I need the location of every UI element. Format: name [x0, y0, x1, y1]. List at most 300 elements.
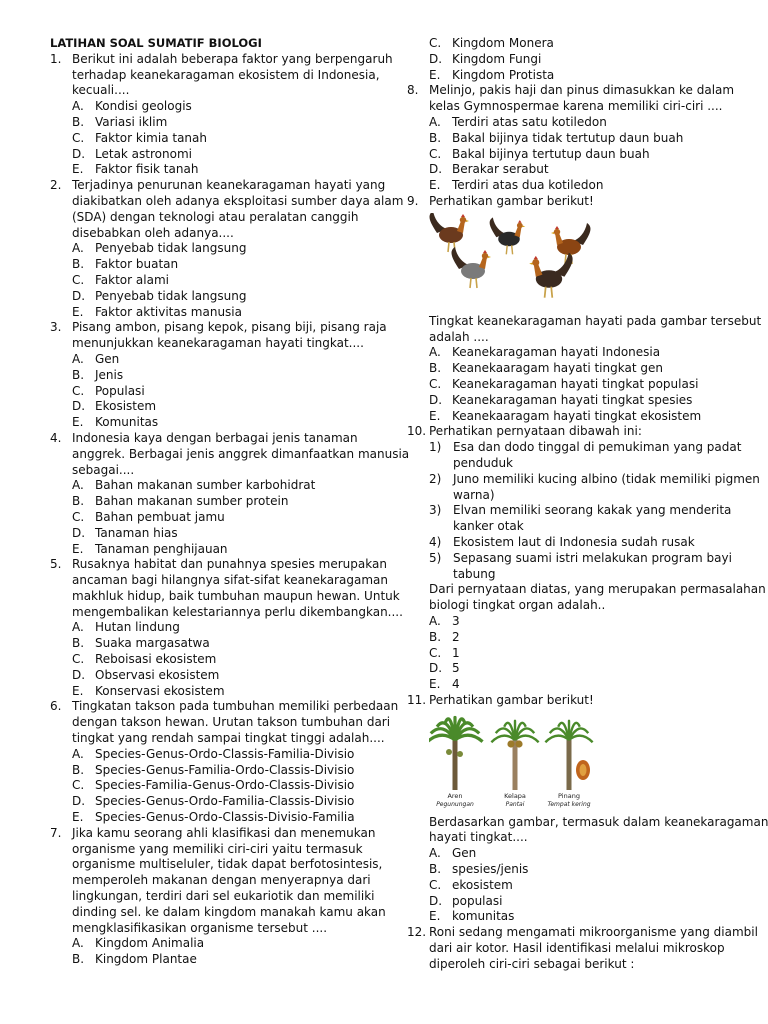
option-text: Jenis: [95, 367, 124, 382]
answer-option: [407, 345, 747, 361]
answer-option: [407, 377, 747, 393]
question-text: Perhatikan gambar berikut!: [429, 193, 594, 208]
option-text: Penyebab tidak langsung: [95, 241, 247, 256]
option-letter: A.: [429, 345, 441, 360]
question-text-line: [50, 193, 404, 210]
question-number: 1.: [50, 51, 62, 66]
option-letter: E.: [72, 683, 84, 698]
palm-trees-image: [429, 712, 601, 808]
question-text-line: [50, 905, 390, 921]
chicken-figure: [429, 213, 747, 310]
answer-option: [50, 162, 390, 178]
question-text-line: [50, 320, 390, 336]
option-letter: D.: [429, 392, 443, 407]
statement-text: warna): [453, 487, 495, 502]
question-text: mengklasifikasikan organisme tersebut ....: [72, 920, 328, 935]
option-letter: D.: [72, 525, 86, 540]
question-text-line: [407, 424, 747, 440]
option-text: Kondisi geologis: [95, 99, 192, 114]
question-12: [407, 925, 758, 972]
question-text: organisme multiseluler, tidak dapat berfotosintesis,: [72, 857, 383, 872]
option-letter: A.: [72, 620, 84, 635]
option-text: Keanekaragaman hayati tingkat populasi: [452, 376, 699, 391]
option-text: Keanekaragaman hayati Indonesia: [452, 345, 661, 360]
question-number: 8.: [407, 83, 419, 98]
option-text: Species-Genus-Ordo-Classis-Familia-Divisio: [95, 746, 355, 761]
option-letter: B.: [72, 257, 85, 272]
question-text: tingkat yang rendah sampai tingkat tinggi adalah....: [72, 731, 385, 746]
question-text: menunjukkan keanekaragaman hayati tingkat....: [72, 336, 364, 351]
answer-option: [50, 115, 390, 131]
answer-option: [50, 668, 390, 684]
statement-item-continued: [407, 567, 747, 583]
question-text-line: [50, 446, 410, 463]
figure-caption-habitat: Pantai: [505, 800, 525, 808]
question-text: diperoleh ciri-ciri sebagai berikut :: [429, 956, 635, 971]
answer-option: [50, 542, 390, 558]
question-text-line: [50, 604, 403, 621]
question-number: 3.: [50, 320, 62, 335]
question-text: lingkungan, terdiri dari sel eukariotik dan memiliki: [72, 889, 375, 904]
question-text: Roni sedang mengamati mikroorganisme yang diambil: [429, 925, 758, 940]
answer-option: [50, 620, 390, 636]
option-text: Kingdom Monera: [452, 36, 554, 50]
option-text: Keanekaaragam hayati tingkat ekosistem: [452, 408, 702, 423]
option-letter: A.: [429, 846, 441, 861]
question-text: organisme yang memiliki ciri-ciri yaitu termasuk: [72, 841, 363, 856]
answer-option: [407, 646, 747, 662]
question-3: [50, 320, 390, 431]
statement-item: [407, 551, 747, 567]
question-text-line: [407, 925, 758, 941]
question-text-line: [50, 731, 390, 747]
answer-option: [50, 510, 390, 526]
answer-option: [407, 52, 747, 68]
option-letter: E.: [429, 677, 441, 692]
option-letter: A.: [72, 478, 84, 493]
answer-option: [50, 147, 390, 163]
option-letter: B.: [429, 361, 442, 376]
figure-caption-habitat: Pegunungan: [436, 800, 474, 808]
option-text: 2: [452, 629, 460, 644]
answer-option: [50, 305, 390, 321]
option-letter: C.: [72, 509, 85, 524]
question-text-line-text: hayati tingkat....: [429, 830, 528, 845]
option-letter: C.: [72, 383, 85, 398]
option-letter: A.: [72, 241, 84, 256]
figure-caption-name: Pinang: [558, 791, 580, 800]
answer-option: [50, 241, 390, 257]
answer-option: [50, 778, 390, 794]
answer-option: [407, 846, 747, 862]
option-text: Kingdom Fungi: [452, 51, 542, 66]
statement-item: [407, 471, 760, 488]
option-text: Reboisasi ekosistem: [95, 652, 217, 667]
question-text: diakibatkan oleh adanya eksploitasi sumber daya alam: [72, 193, 404, 208]
answer-option: [50, 131, 390, 147]
question-text: Berikut ini adalah beberapa faktor yang berpengaruh: [72, 51, 393, 66]
option-letter: D.: [72, 399, 86, 414]
question-number: 2.: [50, 178, 62, 193]
question-text: sebagai....: [72, 462, 135, 477]
option-letter: B.: [429, 130, 442, 145]
question-text: Perhatikan gambar berikut!: [429, 692, 594, 707]
question-text: ancaman bagi hilangnya sifat-sifat keanekaragaman: [72, 573, 388, 588]
option-text: Penyebab tidak langsung: [95, 288, 247, 303]
question-text-line: [50, 842, 390, 858]
option-text: Terdiri atas satu kotiledon: [452, 114, 607, 129]
question-text-line: [50, 51, 393, 68]
figure-caption-habitat: Tempat kering: [547, 800, 591, 808]
question-text-line: [50, 68, 390, 84]
statement-number: 4): [429, 534, 442, 549]
question-text: terhadap keanekaragaman ekosistem di Indonesia,: [72, 67, 380, 82]
question-text: Indonesia kaya dengan berbagai jenis tanaman: [72, 430, 358, 445]
answer-option: [407, 878, 747, 894]
question-text-line: [407, 194, 747, 210]
question-text: disebabkan oleh adanya....: [72, 225, 234, 240]
answer-option: [50, 289, 390, 305]
answer-option: [407, 677, 747, 693]
question-text: dengan takson hewan. Urutan takson tumbuhan dari: [72, 715, 391, 730]
option-letter: B.: [72, 494, 85, 509]
answer-option: [50, 747, 390, 763]
question-text-line: [407, 582, 766, 598]
option-letter: A.: [72, 99, 84, 114]
statement-text: tabung: [453, 566, 496, 581]
question-number: 6.: [50, 699, 62, 714]
question-text-line: [407, 830, 747, 846]
answer-option: [50, 384, 390, 400]
option-letter: B.: [72, 367, 85, 382]
answer-option: [50, 368, 390, 384]
question-text-line-text: adalah ....: [429, 329, 489, 344]
statement-number: 5): [429, 550, 442, 565]
question-text-line: [50, 178, 390, 194]
question-text: kecuali....: [72, 83, 130, 98]
option-text: Berakar serabut: [452, 162, 549, 177]
question-number: 4.: [50, 430, 62, 445]
option-text: Tanaman hias: [95, 525, 178, 540]
option-letter: B.: [72, 952, 85, 967]
question-text-line-text: Tingkat keanekaragaman hayati pada gambar tersebut: [429, 313, 762, 328]
question-text: Pisang ambon, pisang kepok, pisang biji, pisang raja: [72, 320, 387, 335]
option-text: Bahan makanan sumber karbohidrat: [95, 478, 316, 493]
answer-option: [407, 147, 747, 163]
question-text-line: [50, 431, 390, 447]
question-11: [407, 692, 768, 925]
figure-caption-name: Aren: [447, 791, 463, 800]
question-text-line-text: Dari pernyataan diatas, yang merupakan permasalahan: [429, 582, 766, 597]
question-text-line: [407, 814, 768, 831]
question-text: Melinjo, pakis haji dan pinus dimasukkan ke dalam: [429, 83, 735, 98]
chicken-breeds-image: [429, 213, 597, 307]
right-column: [407, 36, 768, 973]
option-text: 1: [452, 645, 460, 660]
option-letter: C.: [429, 376, 442, 391]
option-text: Keanekaragaman hayati tingkat spesies: [452, 392, 693, 407]
option-text: Faktor fisik tanah: [95, 162, 199, 177]
question-text-line: [407, 83, 747, 99]
chicken-illustration: [490, 217, 526, 254]
option-text: Bahan makanan sumber protein: [95, 494, 289, 509]
question-text-line: [50, 873, 390, 889]
option-text: Gen: [95, 351, 120, 366]
question-text: dari air kotor. Hasil identifikasi melalui mikroskop: [429, 941, 725, 956]
option-text: Hutan lindung: [95, 620, 180, 635]
figure-caption-name: Kelapa: [504, 791, 526, 800]
question-text: Rusaknya habitat dan punahnya spesies merupakan: [72, 557, 387, 572]
answer-option: [50, 352, 390, 368]
option-text: Populasi: [95, 383, 145, 398]
option-text: Variasi iklim: [95, 114, 168, 129]
question-text: kelas Gymnospermae karena memiliki ciri-ciri ....: [429, 99, 723, 114]
question-text: dinding sel. ke dalam kingdom manakah kamu akan: [72, 904, 386, 919]
question-text: memperoleh makanan dengan menyerapnya dari: [72, 873, 371, 888]
option-letter: B.: [72, 114, 85, 129]
answer-option: [407, 361, 747, 377]
option-letter: E.: [72, 810, 84, 825]
answer-option: [407, 630, 747, 646]
answer-option: [50, 99, 390, 115]
question-text: Perhatikan pernyataan dibawah ini:: [429, 424, 642, 439]
option-text: ekosistem: [452, 877, 513, 892]
option-text: Bakal bijinya tertutup daun buah: [452, 146, 650, 161]
statement-item: [407, 535, 747, 551]
question-9: [407, 193, 762, 424]
question-text-line: [50, 588, 400, 605]
answer-option: [50, 399, 390, 415]
question-text-line: [407, 99, 747, 115]
option-letter: B.: [429, 629, 442, 644]
question-1: [50, 51, 393, 178]
question-text: (SDA) dengan teknologi atau peralatan canggih: [72, 209, 359, 224]
option-letter: E.: [72, 541, 84, 556]
chicken-illustration: [452, 247, 491, 288]
option-text: Suaka margasatwa: [95, 636, 210, 651]
answer-option: [50, 636, 390, 652]
statement-text: Elvan memiliki seorang kakak yang menderita: [453, 503, 732, 518]
page-title: LATIHAN SOAL SUMATIF BIOLOGI: [50, 36, 262, 50]
statement-item-continued: [407, 456, 747, 472]
option-letter: E.: [429, 408, 441, 423]
answer-option: [50, 952, 390, 968]
question-8: [407, 83, 747, 194]
option-letter: E.: [429, 67, 441, 82]
answer-option: [407, 393, 747, 409]
question-text-line: [50, 226, 390, 242]
option-letter: D.: [72, 667, 86, 682]
question-text-line: [407, 330, 747, 346]
question-5: [50, 557, 403, 699]
question-text-line: [407, 313, 762, 330]
option-text: Terdiri atas dua kotiledon: [452, 178, 604, 193]
question-text-line: [407, 598, 747, 614]
option-text: Konservasi ekosistem: [95, 683, 225, 698]
option-text: Gen: [452, 846, 477, 861]
question-text-line: [407, 957, 747, 973]
option-text: Kingdom Animalia: [95, 936, 205, 951]
option-text: Faktor buatan: [95, 257, 179, 272]
question-text-line: [50, 210, 390, 226]
question-text-line: [50, 921, 390, 937]
option-letter: A.: [72, 351, 84, 366]
statement-text: Juno memiliki kucing albino (tidak memiliki pigmen: [453, 471, 760, 486]
statement-item-continued: [407, 519, 747, 535]
answer-option: [407, 36, 747, 52]
option-letter: C.: [72, 652, 85, 667]
option-text: Bahan pembuat jamu: [95, 509, 225, 524]
option-text: Keanekaaragam hayati tingkat gen: [452, 361, 663, 376]
question-text-line: [50, 826, 390, 842]
answer-option: [407, 131, 747, 147]
answer-option: [50, 494, 390, 510]
answer-option: [50, 273, 390, 289]
answer-option: [407, 409, 747, 425]
statement-item: [407, 503, 747, 519]
option-letter: D.: [72, 146, 86, 161]
option-text: Tanaman penghijauan: [95, 541, 228, 556]
statement-item-continued: [407, 488, 747, 504]
option-letter: B.: [72, 636, 85, 651]
option-text: Observasi ekosistem: [95, 667, 220, 682]
question-number: 9.: [407, 193, 419, 208]
option-letter: D.: [429, 51, 443, 66]
question-number: 7.: [50, 825, 62, 840]
answer-option: [50, 810, 390, 826]
answer-option: [407, 162, 747, 178]
answer-option: [407, 862, 747, 878]
answer-option: [50, 652, 390, 668]
palm-trees-figure: [429, 712, 747, 811]
question-4: [50, 430, 410, 557]
option-text: spesies/jenis: [452, 862, 529, 877]
question-6: [50, 699, 399, 825]
option-letter: E.: [72, 304, 84, 319]
answer-option: [50, 478, 390, 494]
statement-text: Ekosistem laut di Indonesia sudah rusak: [453, 534, 695, 549]
option-letter: C.: [72, 778, 85, 793]
option-text: Bakal bijinya tidak tertutup daun buah: [452, 130, 684, 145]
answer-option: [50, 936, 390, 952]
option-letter: A.: [429, 613, 441, 628]
option-text: 3: [452, 613, 460, 628]
option-letter: C.: [429, 877, 442, 892]
question-text-line: [50, 573, 390, 589]
option-text: Faktor aktivitas manusia: [95, 304, 242, 319]
answer-option: [407, 68, 747, 84]
question-text-line: [50, 336, 390, 352]
option-letter: D.: [429, 162, 443, 177]
question-text-line-text: Berdasarkan gambar, termasuk dalam keanekaragaman: [429, 814, 768, 829]
question-text-line: [50, 889, 390, 905]
answer-option: [50, 763, 390, 779]
question-text-line: [50, 857, 390, 873]
option-letter: E.: [429, 178, 441, 193]
option-letter: C.: [429, 36, 442, 50]
question-text: mengembalikan kelestariannya perlu dikembangkan....: [72, 604, 403, 619]
option-letter: D.: [429, 661, 443, 676]
question-text-line: [50, 715, 390, 731]
option-text: Komunitas: [95, 415, 159, 430]
question-text-line: [50, 557, 390, 573]
statement-text: kanker otak: [453, 519, 524, 534]
option-text: Kingdom Plantae: [95, 952, 197, 967]
option-text: Kingdom Protista: [452, 67, 555, 82]
answer-option: [50, 684, 390, 700]
question-text: Tingkatan takson pada tumbuhan memiliki perbedaan: [72, 699, 399, 714]
statement-text: Esa dan dodo tinggal di pemukiman yang padat: [453, 440, 742, 455]
statement-text: Sepasang suami istri melakukan program bayi: [453, 550, 732, 565]
option-letter: E.: [72, 415, 84, 430]
question-2: [50, 178, 404, 320]
question-text-line: [50, 83, 390, 99]
option-letter: E.: [429, 909, 441, 924]
statement-number: 3): [429, 503, 442, 518]
option-letter: C.: [429, 645, 442, 660]
option-letter: C.: [72, 272, 85, 287]
option-text: Ekosistem: [95, 399, 157, 414]
option-letter: A.: [429, 114, 441, 129]
answer-option: [407, 178, 747, 194]
answer-option: [50, 794, 390, 810]
question-number: 5.: [50, 557, 62, 572]
palm-tree-illustration: [545, 720, 592, 789]
question-number: 10.: [407, 424, 427, 439]
statement-number: 1): [429, 440, 442, 455]
statement-number: 2): [429, 471, 442, 486]
option-text: 4: [452, 677, 460, 692]
option-letter: B.: [429, 862, 442, 877]
option-letter: E.: [72, 162, 84, 177]
option-text: Faktor alami: [95, 272, 169, 287]
palm-tree-illustration: [491, 720, 538, 789]
option-letter: C.: [429, 146, 442, 161]
answer-option: [50, 415, 390, 431]
question-10: [407, 424, 766, 693]
question-text-line: [407, 693, 747, 709]
question-7-continued: [407, 36, 747, 83]
option-text: Species-Familia-Genus-Ordo-Classis-Divisio: [95, 778, 355, 793]
question-7: [50, 826, 390, 968]
option-text: 5: [452, 661, 460, 676]
question-text: makhluk hidup, baik tumbuhan maupun hewan. Untuk: [72, 588, 400, 603]
option-text: Faktor kimia tanah: [95, 130, 207, 145]
question-text: Jika kamu seorang ahli klasifikasi dan menemukan: [72, 825, 376, 840]
option-letter: A.: [72, 746, 84, 761]
option-letter: D.: [72, 794, 86, 809]
answer-option: [407, 115, 747, 131]
chicken-illustration: [430, 213, 469, 252]
answer-option: [50, 526, 390, 542]
option-text: komunitas: [452, 909, 515, 924]
statement-text: penduduk: [453, 455, 513, 470]
option-letter: B.: [72, 762, 85, 777]
option-letter: D.: [429, 893, 443, 908]
answer-option: [407, 661, 747, 677]
question-number: 11.: [407, 692, 427, 707]
palm-tree-illustration: [429, 717, 483, 790]
left-column: [50, 36, 410, 968]
answer-option: [407, 614, 747, 630]
option-text: Letak astronomi: [95, 146, 192, 161]
option-letter: A.: [72, 936, 84, 951]
answer-option: [50, 257, 390, 273]
question-text-line: [50, 699, 399, 715]
question-text-line: [50, 463, 390, 479]
question-text: Terjadinya penurunan keanekaragaman hayati yang: [72, 178, 386, 193]
answer-option: [407, 909, 747, 925]
